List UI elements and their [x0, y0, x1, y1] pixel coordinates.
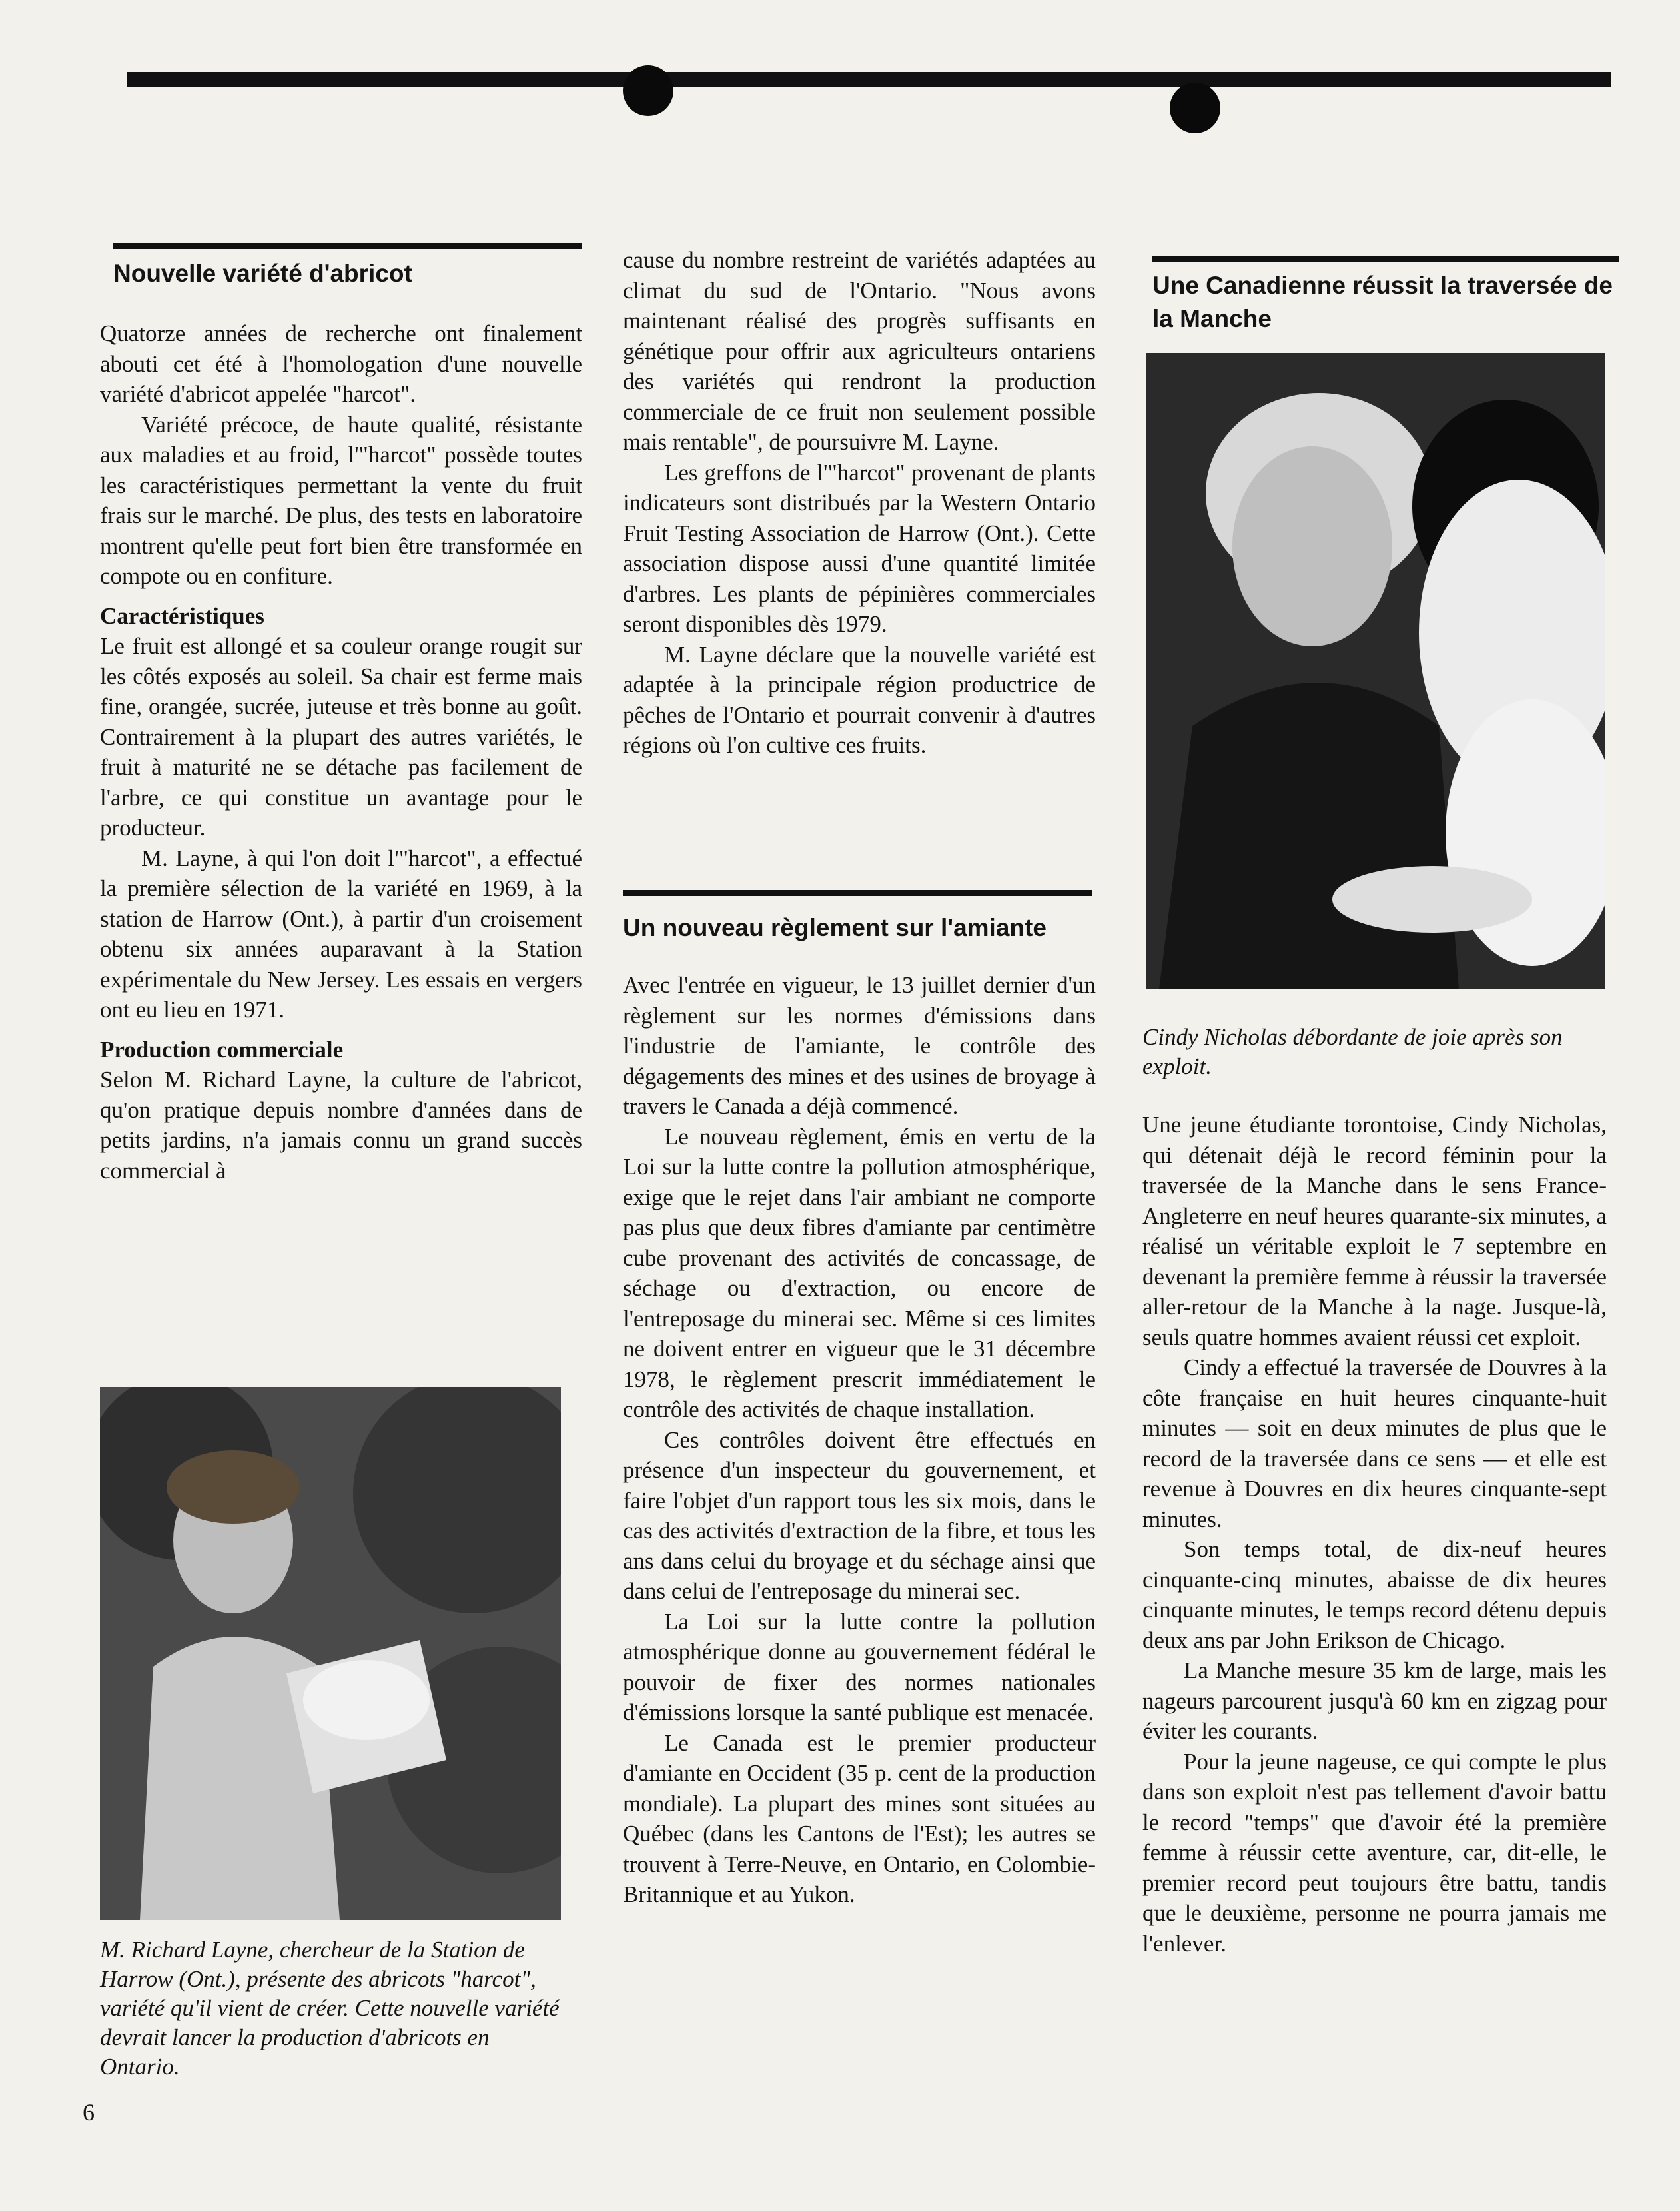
paragraph: Une jeune étudiante torontoise, Cindy Nicholas, qui détenait déjà le record féminin pour la traversée de la Manche dans le sens France-Angleterre en neuf heures quarante-six minutes, a réalisé un véritable exploit le 7 septembre en devenant la première femme à réussir la traversée aller-retour de la Manche à la nage. Jusque-là, seuls quatre hommes avaient réussi cet exploit.: [1142, 1112, 1607, 1350]
article-body-col3: [1142, 1110, 1607, 1959]
article-title: Un nouveau règlement sur l'amiante: [623, 914, 1047, 941]
section-rule: [623, 890, 1092, 896]
paragraph: Variété précoce, de haute qualité, résistante aux maladies et au froid, l'"harcot" possède toutes les caractéristiques permettant la vente du fruit frais sur le marché. De plus, des tests en laboratoire montrent qu'elle peut fort bien être transformée en compote ou en confiture.: [100, 411, 582, 589]
paragraph: Les greffons de l'"harcot" provenant de plants indicateurs sont distribués par la Western Ontario Fruit Testing Association de Harrow (Ont.). Cette association dispose aussi d'une quantité limitée d'arbres. Les plants de pépinières commerciales seront disponibles dès 1979.: [623, 459, 1096, 637]
photo-figure: [1146, 353, 1605, 989]
section-rule: [1152, 256, 1619, 262]
paragraph: Pour la jeune nageuse, ce qui compte le plus dans son exploit n'est pas tellement d'avoir battu le record "temps" que d'avoir été la première femme à réussir cette aventure, car, dit-elle, le premier record peut toujours être battu, tandis que le deuxième, personne ne pourra jamais me l'enlever.: [1142, 1748, 1607, 1957]
paragraph: Avec l'entrée en vigueur, le 13 juillet dernier d'un règlement sur les normes d'émissions dans l'industrie de l'amiante, le contrôle des dégagements des mines et des usines de broyage à travers le Canada a déjà commencé.: [623, 972, 1096, 1119]
photo-figure: [100, 1387, 561, 1920]
paragraph: Le fruit est allongé et sa couleur orange rougit sur les côtés exposés au soleil. Sa chair est ferme mais fine, orangée, sucrée, juteuse et très bonne au goût. Contrairement à la plupart des autres variétés, le fruit à maturité ne se détache pas facilement de l'arbre, ce qui constitue un avantage pour le producteur.: [100, 633, 582, 841]
article-body-col2: [623, 970, 1096, 1910]
paragraph: Le Canada est le premier producteur d'amiante en Occident (35 p. cent de la production mondiale). La plupart des mines sont situées au Québec (dans les Cantons de l'Est); les autres se trouvent à Terre-Neuve, en Ontario, en Colombie-Britannique et au Yukon.: [623, 1729, 1096, 1907]
photo-caption: Cindy Nicholas débordante de joie après son exploit.: [1142, 1024, 1563, 1079]
photo-caption: M. Richard Layne, chercheur de la Station de Harrow (Ont.), présente des abricots "harcot", variété qu'il vient de créer. Cette nouvelle variété devrait lancer la production d'abricots en Ontario.: [100, 1937, 560, 2080]
paragraph: Ces contrôles doivent être effectués en présence d'un inspecteur du gouvernement, et faire l'objet d'un rapport tous les six mois, dans le cas des activités d'extraction de la fibre, et tous les ans dans celui du broyage et du séchage ainsi que dans celui de l'entreposage du minerai sec.: [623, 1426, 1096, 1604]
paragraph: Selon M. Richard Layne, la culture de l'abricot, qu'on pratique depuis nombre d'années dans de petits jardins, n'a jamais connu un grand succès commercial à: [100, 1067, 582, 1184]
decorative-dot: [1170, 83, 1220, 133]
paragraph: cause du nombre restreint de variétés adaptées au climat du sud de l'Ontario. "Nous avons maintenant réalisé des progrès suffisants en génétique pour offrir aux agriculteurs ontariens des variétés qui rendront la production commerciale de ce fruit non seulement possible mais rentable", de poursuivre M. Layne.: [623, 247, 1096, 455]
paragraph: Son temps total, de dix-neuf heures cinquante-cinq minutes, abaisse de dix heures cinquante minutes, le temps record détenu depuis deux ans par John Erikson de Chicago.: [1142, 1536, 1607, 1653]
paragraph: La Manche mesure 35 km de large, mais les nageurs parcourent jusqu'à 60 km en zigzag pour éviter les courants.: [1142, 1657, 1607, 1744]
photo-richard-layne: [100, 1387, 561, 1920]
paragraph: Quatorze années de recherche ont finalement abouti cet été à l'homologation d'une nouvelle variété d'abricot appelée "harcot".: [100, 320, 582, 407]
article-title: Une Canadienne réussit la traversée de la Manche: [1152, 272, 1613, 332]
paragraph: Cindy a effectué la traversée de Douvres à la côte française en huit heures cinquante-huit minutes — soit en deux minutes de plus que le record de la traversée dans ce sens — et elle est revenue à Douvres en dix heures cinquante-sept minutes.: [1142, 1354, 1607, 1532]
page-number: 6: [83, 2099, 95, 2126]
paragraph: M. Layne déclare que la nouvelle variété est adaptée à la principale région productrice de pêches de l'Ontario et pourrait convenir à d'autres régions où l'on cultive ces fruits.: [623, 641, 1096, 758]
paragraph: M. Layne, à qui l'on doit l'"harcot", a effectué la première sélection de la variété en 1969, à la station de Harrow (Ont.), à partir d'un croisement obtenu six années auparavant à la Station expérimentale du New Jersey. Les essais en vergers ont eu lieu en 1971.: [100, 845, 582, 1023]
article-body-col1: [100, 318, 582, 1186]
photo-cindy-nicholas: [1146, 353, 1605, 989]
top-decorative-bar: [127, 72, 1611, 87]
article-title: Nouvelle variété d'abricot: [113, 260, 412, 287]
subheading: Production commerciale: [100, 1036, 344, 1063]
subheading: Caractéristiques: [100, 602, 264, 629]
decorative-dot: [623, 65, 673, 116]
article-body-col2-top: [623, 245, 1096, 761]
section-rule: [113, 243, 582, 249]
paragraph: Le nouveau règlement, émis en vertu de la Loi sur la lutte contre la pollution atmosphérique, exige que le rejet dans l'air ambiant ne comporte pas plus que deux fibres d'amiante par centimètre cube provenant des activités de concassage, de séchage ou d'extraction, ou encore de l'entreposage du minerai sec. Même si ces limites ne doivent entrer en vigueur que le 31 décembre 1978, le règlement prescrit immédiatement le contrôle des activités de chaque installation.: [623, 1123, 1096, 1422]
paragraph: La Loi sur la lutte contre la pollution atmosphérique donne au gouvernement fédéral le pouvoir de fixer des normes nationales d'émissions lorsque la santé publique est menacée.: [623, 1608, 1096, 1725]
